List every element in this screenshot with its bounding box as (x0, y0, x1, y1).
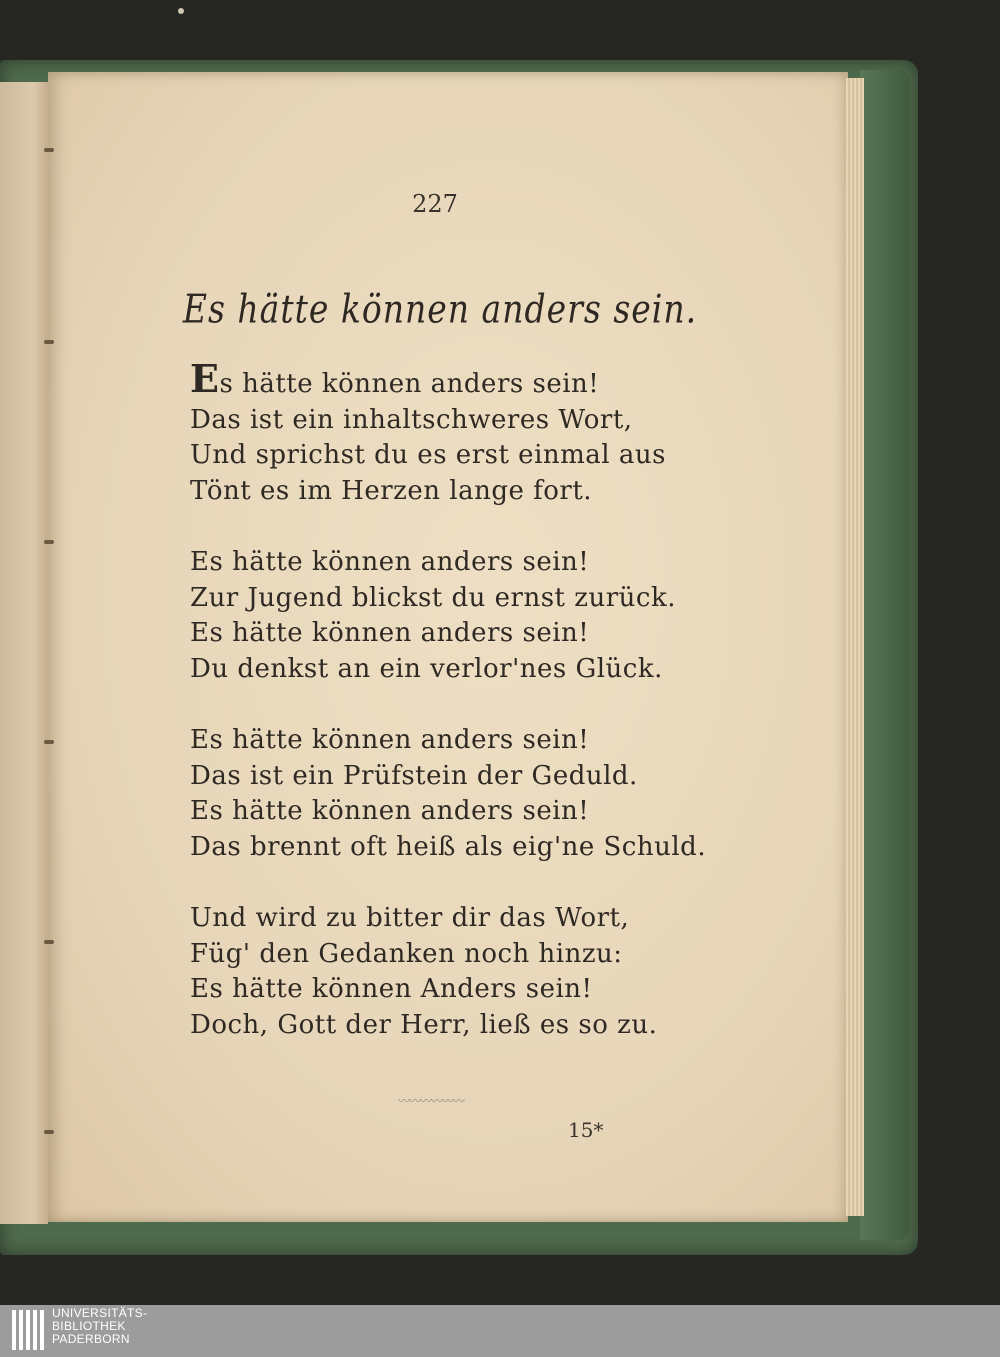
binding-stitch (44, 148, 54, 152)
logo-line: BIBLIOTHEK (52, 1319, 126, 1333)
library-logo-icon (12, 1310, 46, 1350)
binding-stitch (44, 340, 54, 344)
stanza (190, 723, 707, 865)
stanza (190, 901, 690, 1043)
poem-line: Das ist ein Prüfstein der Geduld. (190, 760, 638, 791)
page-stack-edge (846, 78, 864, 1216)
poem-line: Es hätte können anders sein! (190, 618, 590, 648)
poem-body (190, 356, 707, 1079)
signature-mark: 15* (568, 1118, 604, 1142)
logo-line: UNIVERSITÄTS- (52, 1306, 148, 1320)
dust-speck (178, 8, 184, 14)
ornament-divider (376, 1092, 486, 1100)
stanza (190, 356, 690, 509)
logo-line: PADERBORN (52, 1332, 130, 1346)
poem-line: Es hätte können Anders sein! (190, 974, 593, 1004)
poem-line-text: s hätte können anders sein! (219, 369, 600, 399)
poem-line (190, 356, 690, 403)
poem-line: Das brennt oft heiß als eig'ne Schuld. (190, 831, 707, 862)
poem-line: Das ist ein inhaltschweres Wort, (190, 404, 633, 435)
poem-line: Es hätte können anders sein! (190, 796, 590, 826)
poem-line: Und wird zu bitter dir das Wort, (190, 903, 630, 933)
poem-line: Füg' den Gedanken noch hinzu: (190, 938, 623, 969)
poem-line: Zur Jugend blickst du ernst zurück. (190, 582, 676, 613)
binding-stitch (44, 940, 54, 944)
library-logo-text (52, 1307, 252, 1346)
poem-line: Es hätte können anders sein! (190, 547, 590, 577)
binding-stitch (44, 540, 54, 544)
book-cover-edge (860, 70, 910, 1240)
stanza (190, 545, 690, 687)
poem-line: Doch, Gott der Herr, ließ es so zu. (190, 1009, 658, 1040)
poem-line: Du denkst an ein verlor'nes Glück. (190, 653, 663, 684)
poem-line: Tönt es im Herzen lange fort. (190, 475, 593, 506)
page-number: 227 (412, 190, 458, 218)
left-page-gutter (0, 82, 48, 1224)
poem-title: Es hätte können anders sein. (182, 286, 698, 333)
binding-stitch (44, 740, 54, 744)
poem-line: Es hätte können anders sein! (190, 725, 590, 755)
poem-line: Und sprichst du es erst einmal aus (190, 440, 666, 470)
drop-cap: E (190, 356, 220, 401)
binding-stitch (44, 1130, 54, 1134)
